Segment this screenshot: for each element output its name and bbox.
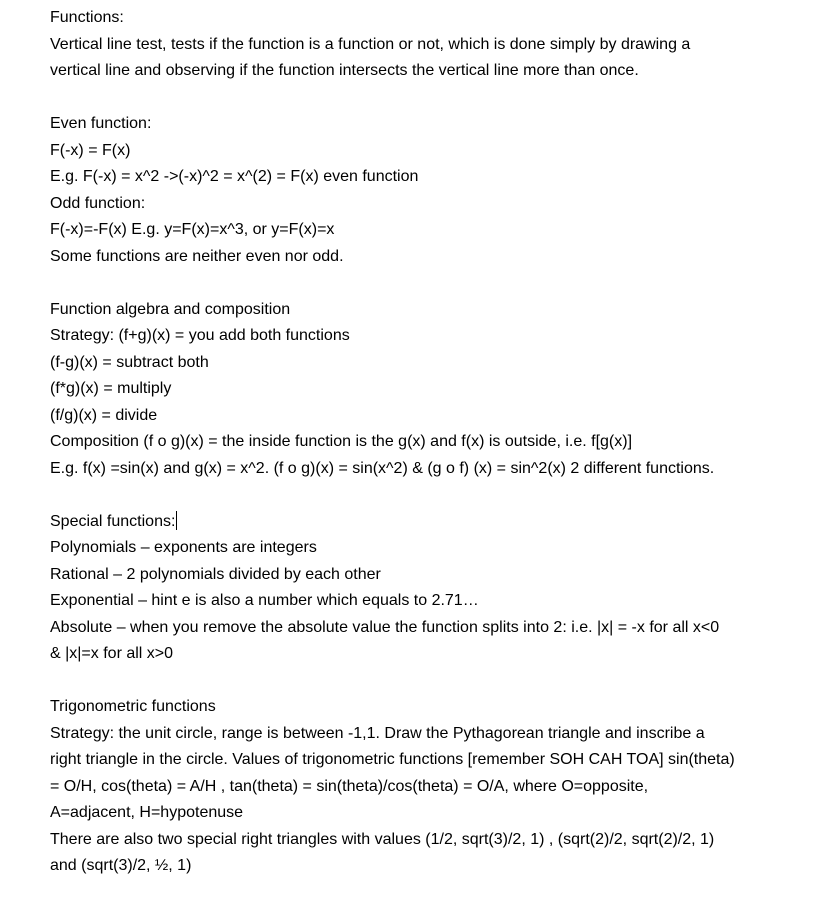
text-line: Some functions are neither even nor odd. — [50, 247, 344, 265]
text-line: = O/H, cos(theta) = A/H , tan(theta) = sin(theta)/cos(theta) = O/A, where O=opposite, — [50, 777, 649, 795]
text-cursor — [176, 511, 177, 530]
text-line: and (sqrt(3)/2, ½, 1) — [50, 857, 192, 874]
text-line: Absolute – when you remove the absolute value the function splits into 2: i.e. |x| = -x for all x<0 — [50, 618, 720, 636]
text-line: Rational – 2 polynomials divided by each other — [50, 565, 381, 583]
blank-line — [50, 85, 830, 112]
text-line: (f*g)(x) = multiply — [50, 380, 172, 397]
text-line: Composition (f o g)(x) = the inside function is the g(x) and f(x) is outside, i.e. f[g(x)] — [50, 433, 633, 450]
text-line: (f/g)(x) = divide — [50, 406, 158, 424]
text-line: Vertical line test, tests if the function is a function or not, which is done simply by drawing a — [50, 35, 691, 53]
text-line: A=adjacent, H=hypotenuse — [50, 804, 244, 821]
text-line: There are also two special right triangles with values (1/2, sqrt(3)/2, 1) , (sqrt(2)/2, sqrt(2)/2, 1) — [50, 830, 715, 848]
special-heading-text: Special functions: — [50, 512, 176, 530]
text-line: & |x|=x for all x>0 — [50, 645, 174, 662]
text-line: E.g. f(x) =sin(x) and g(x) = x^2. (f o g)(x) = sin(x^2) & (g o f) (x) = sin^2(x) 2 different functions. — [50, 459, 715, 477]
section-heading-functions: Functions: — [50, 9, 124, 26]
text-line: F(-x) = F(x) — [50, 141, 131, 159]
blank-line — [50, 668, 830, 695]
blank-line — [50, 270, 830, 297]
document-page[interactable] — [50, 5, 830, 880]
section-heading-trig: Trigonometric functions — [50, 698, 216, 715]
text-line: right triangle in the circle. Values of trigonometric functions [remember SOH CAH TOA] sin(theta) — [50, 751, 735, 768]
text-line: Exponential – hint e is also a number which equals to 2.71… — [50, 592, 479, 609]
text-line: vertical line and observing if the function intersects the vertical line more than once. — [50, 62, 639, 79]
subheading-even-function: Even function: — [50, 115, 152, 132]
text-line: Strategy: (f+g)(x) = you add both functions — [50, 327, 350, 344]
subheading-odd-function: Odd function: — [50, 194, 146, 212]
blank-line — [50, 482, 830, 509]
text-line: Strategy: the unit circle, range is between -1,1. Draw the Pythagorean triangle and inscribe a — [50, 724, 705, 742]
text-line: F(-x)=-F(x) E.g. y=F(x)=x^3, or y=F(x)=x — [50, 221, 335, 238]
section-heading-special — [50, 509, 830, 536]
section-heading-algebra: Function algebra and composition — [50, 300, 291, 318]
text-line: Polynomials – exponents are integers — [50, 539, 317, 556]
text-line: (f-g)(x) = subtract both — [50, 353, 209, 371]
text-line: E.g. F(-x) = x^2 ->(-x)^2 = x^(2) = F(x) even function — [50, 168, 419, 185]
